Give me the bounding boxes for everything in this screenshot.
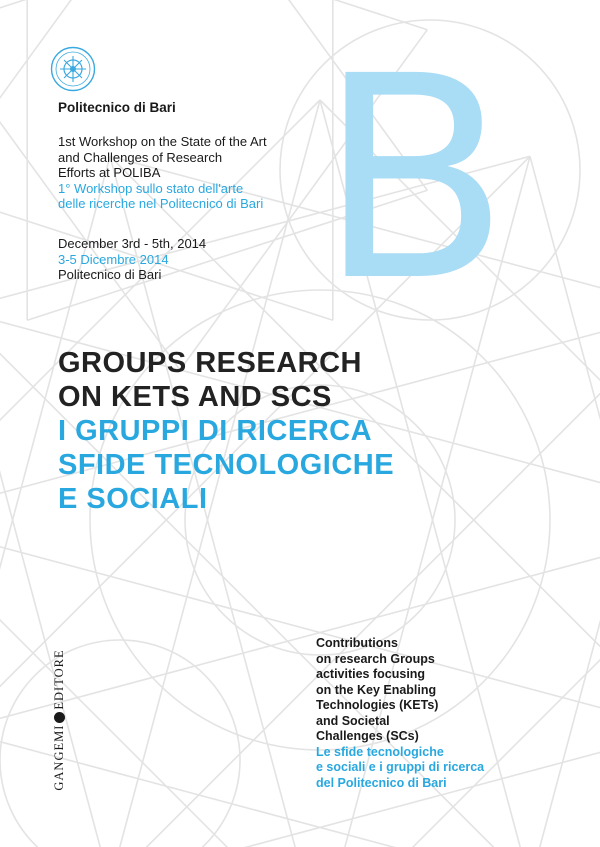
institution-name: Politecnico di Bari <box>58 100 176 115</box>
pattern-line <box>530 156 600 730</box>
pattern-line <box>0 520 600 730</box>
workshop-title-it-line: delle ricerche nel Politecnico di Bari <box>58 196 264 211</box>
university-seal-icon <box>50 46 96 92</box>
contributions-it-line: del Politecnico di Bari <box>316 775 447 790</box>
contributions-it-line: e sociali e i gruppi di ricerca <box>316 760 485 774</box>
publisher-imprint <box>48 630 70 810</box>
contributions-en-line: on research Groups <box>316 651 435 666</box>
title-en-line: GROUPS RESEARCH <box>58 347 362 379</box>
pattern-circle <box>0 640 240 847</box>
workshop-title-en-line: 1st Workshop on the State of the Art <box>58 134 267 149</box>
pattern-line <box>0 520 600 730</box>
pattern-line <box>530 310 600 847</box>
contributions-en-line: activities focusing <box>316 667 426 681</box>
contributions-it-line: Le sfide tecnologiche <box>316 744 444 759</box>
publisher-logo-icon <box>54 712 65 723</box>
contributions-en-line: and Societal <box>316 713 390 728</box>
title-it-line: E SOCIALI <box>58 483 208 515</box>
title-it-line: I GRUPPI DI RICERCA <box>58 415 373 447</box>
workshop-title <box>58 134 267 212</box>
contributions-en-line: on the Key Enabling <box>316 682 437 697</box>
publisher-name-left: GANGEMI <box>52 724 66 791</box>
venue: Politecnico di Bari <box>58 267 162 282</box>
workshop-title-en-line: Efforts at POLIBA <box>58 165 161 180</box>
workshop-title-it-line: 1° Workshop sullo stato dell'arte <box>58 180 244 196</box>
date-en: December 3rd - 5th, 2014 <box>58 236 207 251</box>
contributions-en-line: Contributions <box>316 636 398 650</box>
volume-letter: B <box>318 17 511 343</box>
publisher-name-right: EDITORE <box>52 649 66 710</box>
workshop-title-en-line: and Challenges of Research <box>58 149 223 165</box>
workshop-dates <box>58 236 206 283</box>
title-en-line: ON KETS AND SCS <box>58 381 332 413</box>
publisher-text <box>48 630 70 810</box>
main-title <box>58 346 394 516</box>
contributions-en-line: Challenges (SCs) <box>316 729 419 743</box>
contributions-description <box>316 636 484 791</box>
contributions-en-line: Technologies (KETs) <box>316 698 439 712</box>
title-it-line: SFIDE TECNOLOGICHE <box>58 449 395 481</box>
date-it: 3-5 Dicembre 2014 <box>58 251 169 267</box>
pattern-line <box>0 0 333 30</box>
